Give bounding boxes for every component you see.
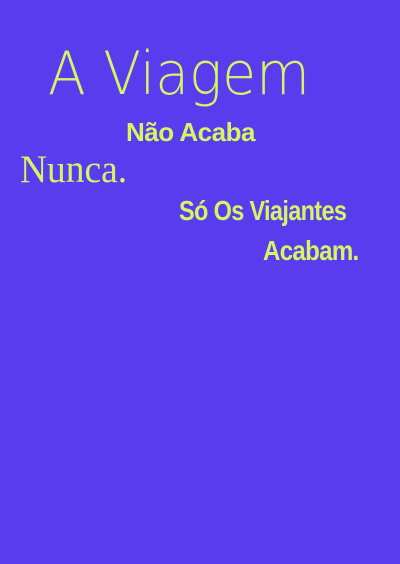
headline-nunca: Nunca. [20,148,128,191]
headline-a-viagem: A Viagem [48,39,310,109]
headline-acabam: Acabam. [263,235,359,266]
headline-so-os-viajantes: Só Os Viajantes [179,195,347,226]
headline-nao-acaba: Não Acaba [126,117,255,147]
